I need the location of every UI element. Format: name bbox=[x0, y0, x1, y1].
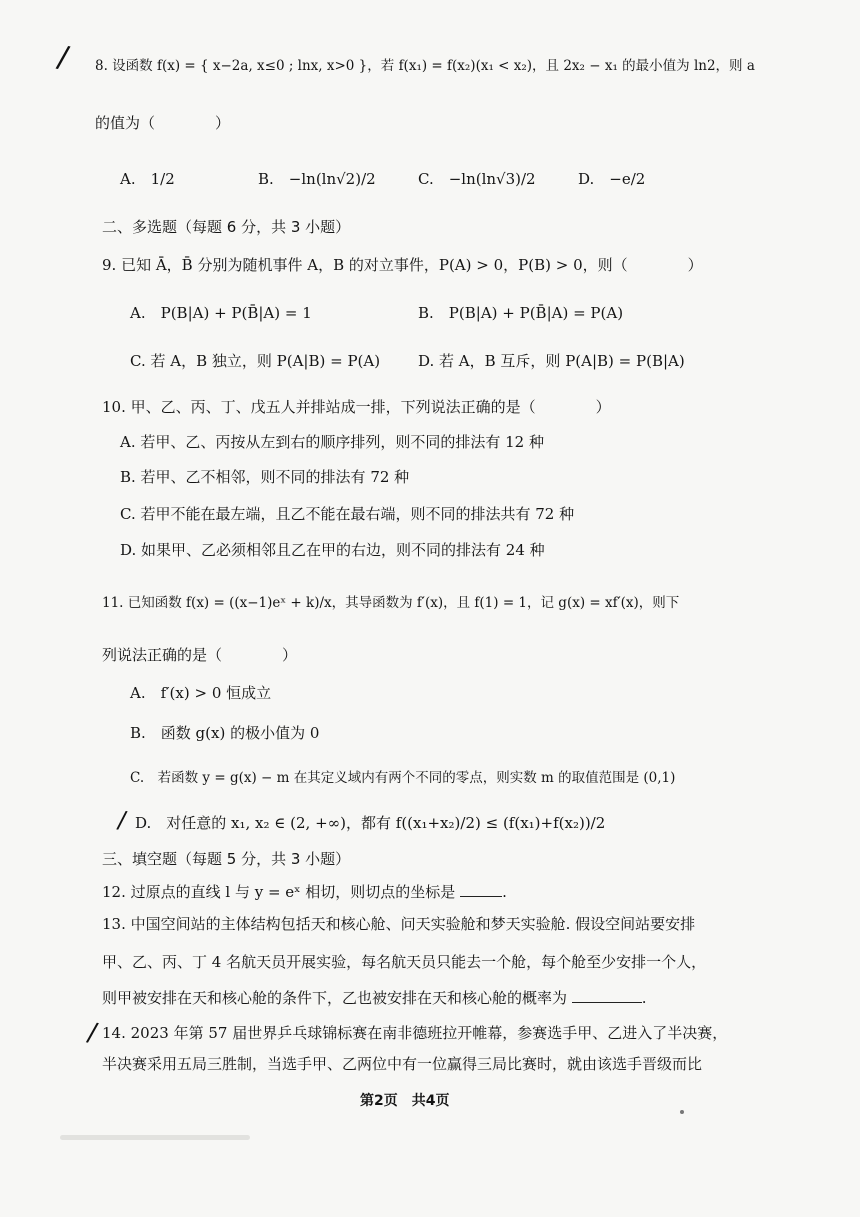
section-title-multiple-choice: 二、多选题（每题 6 分，共 3 小题） bbox=[102, 218, 351, 236]
q13-text: 则甲被安排在天和核心舱的条件下，乙也被安排在天和核心舱的概率为 bbox=[102, 989, 568, 1007]
q13-line3: 则甲被安排在天和核心舱的条件下，乙也被安排在天和核心舱的概率为 . bbox=[102, 989, 647, 1007]
q10-option-a: A. 若甲、乙、丙按从左到右的顺序排列，则不同的排法有 12 种 bbox=[120, 433, 544, 451]
page-footer: 第2页 共4页 bbox=[360, 1093, 450, 1109]
q11-option-d: D. 对任意的 x₁, x₂ ∈ (2, +∞)，都有 f((x₁+x₂)/2) ≤ (f(x₁)+f(x₂))/2 bbox=[135, 814, 606, 832]
q8-option-c: C. −ln(ln√3)/2 bbox=[418, 170, 536, 188]
q12-answer-blank[interactable] bbox=[460, 882, 502, 897]
q9-stem: 9. 已知 Ā，B̄ 分别为随机事件 A，B 的对立事件，P(A) > 0，P(B) > 0，则（ ） bbox=[102, 256, 703, 274]
q10-stem: 10. 甲、乙、丙、丁、戊五人并排站成一排，下列说法正确的是（ ） bbox=[102, 398, 611, 416]
check-mark-icon: / bbox=[54, 39, 72, 76]
q12-text: 12. 过原点的直线 l 与 y = eˣ 相切，则切点的坐标是 bbox=[102, 883, 456, 901]
q9-option-a: A. P(B|A) + P(B̄|A) = 1 bbox=[130, 304, 312, 322]
scan-smudge bbox=[680, 1110, 684, 1114]
q8-option-b: B. −ln(ln√2)/2 bbox=[258, 170, 376, 188]
q9-option-b: B. P(B|A) + P(B̄|A) = P(A) bbox=[418, 304, 624, 322]
q14-line1: 14. 2023 年第 57 届世界乒乓球锦标赛在南非德班拉开帷幕，参赛选手甲、乙进入了半决赛， bbox=[102, 1024, 728, 1042]
section-title-fill-blank: 三、填空题（每题 5 分，共 3 小题） bbox=[102, 850, 351, 868]
q11-option-b: B. 函数 g(x) 的极小值为 0 bbox=[130, 724, 320, 742]
q9-option-d: D. 若 A，B 互斥，则 P(A|B) = P(B|A) bbox=[418, 352, 685, 370]
check-mark-icon: / bbox=[115, 805, 129, 835]
q8-option-d: D. −e/2 bbox=[578, 170, 646, 188]
q13-line1: 13. 中国空间站的主体结构包括天和核心舱、问天实验舱和梦天实验舱. 假设空间站要安排 bbox=[102, 915, 696, 933]
q12-stem: 12. 过原点的直线 l 与 y = eˣ 相切，则切点的坐标是 . bbox=[102, 883, 507, 901]
q11-option-c: C. 若函数 y = g(x) − m 在其定义域内有两个不同的零点，则实数 m 的取值范围是 (0,1) bbox=[130, 770, 676, 786]
scan-smudge bbox=[60, 1135, 250, 1140]
q8-option-a: A. 1/2 bbox=[120, 170, 175, 188]
q11-stem-cont: 列说法正确的是（ ） bbox=[102, 646, 298, 664]
q8-stem-cont: 的值为（ ） bbox=[95, 114, 231, 132]
q14-line2: 半决赛采用五局三胜制，当选手甲、乙两位中有一位赢得三局比赛时，就由该选手晋级而比 bbox=[102, 1055, 703, 1073]
q9-option-c: C. 若 A，B 独立，则 P(A|B) = P(A) bbox=[130, 352, 381, 370]
q10-option-c: C. 若甲不能在最左端，且乙不能在最右端，则不同的排法共有 72 种 bbox=[120, 505, 575, 523]
check-mark-icon: / bbox=[84, 1017, 100, 1049]
q11-option-a: A. f′(x) > 0 恒成立 bbox=[130, 684, 272, 702]
q13-answer-blank[interactable] bbox=[572, 988, 642, 1003]
q10-option-b: B. 若甲、乙不相邻，则不同的排法有 72 种 bbox=[120, 468, 410, 486]
q8-stem: 8. 设函数 f(x) = { x−2a, x≤0 ; lnx, x>0 }，若 f(x₁) = f(x₂)(x₁ < x₂)，且 2x₂ − x₁ 的最小值为 ln2，则 a bbox=[95, 58, 755, 74]
q10-option-d: D. 如果甲、乙必须相邻且乙在甲的右边，则不同的排法有 24 种 bbox=[120, 541, 545, 559]
q13-line2: 甲、乙、丙、丁 4 名航天员开展实验，每名航天员只能去一个舱，每个舱至少安排一个人， bbox=[102, 953, 707, 971]
q11-stem: 11. 已知函数 f(x) = ((x−1)eˣ + k)/x，其导函数为 f′(x)，且 f(1) = 1，记 g(x) = xf′(x)，则下 bbox=[102, 595, 680, 611]
